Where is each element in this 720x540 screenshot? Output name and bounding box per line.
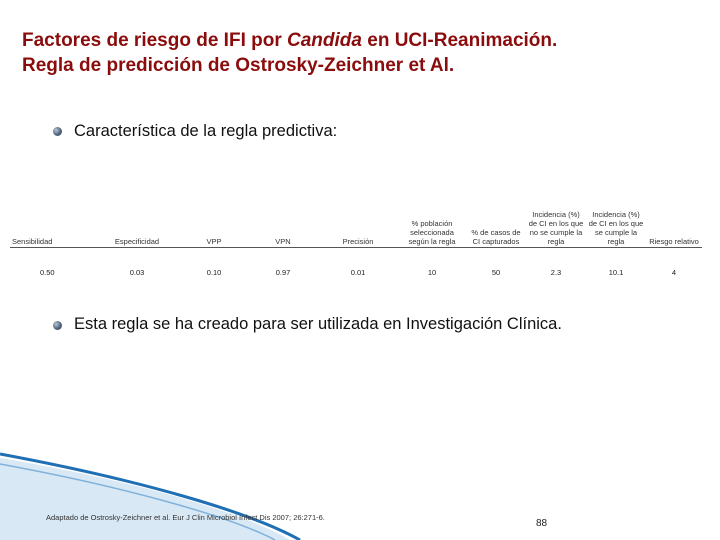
header-specificity: Especificidad <box>94 196 180 248</box>
decorative-wave <box>0 450 720 540</box>
cell-ppv: 0.10 <box>206 268 222 277</box>
page-number: 88 <box>536 518 548 529</box>
title-line-2: Regla de predicción de Ostrosky-Zeichner et Al. <box>22 55 455 76</box>
cell-incidence-not-met: 2.3 <box>550 268 562 277</box>
bullet-text-2: Esta regla se ha creado para ser utilizada en Investigación Clínica. <box>74 315 562 333</box>
bullet-icon <box>53 127 62 136</box>
cell-cases-captured: 50 <box>491 268 501 277</box>
header-precision: Precisión <box>318 196 398 248</box>
header-sensitivity: Sensibilidad <box>10 196 94 248</box>
cell-relative-risk: 4 <box>671 268 677 277</box>
title-line-1-start: Factores de riesgo de IFI por <box>22 30 288 51</box>
cell-sensitivity: 0.50 <box>40 268 55 277</box>
prediction-rule-table <box>10 196 702 278</box>
bullet-text-1: Característica de la regla predictiva: <box>74 122 338 140</box>
bullet-icon <box>53 321 62 330</box>
title-line-1 <box>22 28 702 53</box>
source-footnote: Adaptado de Ostrosky-Zeichner et al. Eur J Clin Microbiol Infect Dis 2007; 26:271-6. <box>46 513 325 522</box>
cell-precision: 0.01 <box>350 268 366 277</box>
cell-incidence-met: 10.1 <box>608 268 624 277</box>
header-incidence-not-met: Incidencia (%) de CI en los que no se cumple la regla <box>526 196 586 248</box>
title-italic-word: Candida <box>287 30 362 51</box>
slide-title <box>22 28 702 78</box>
title-line-1-end: en UCI-Reanimación. <box>361 30 558 51</box>
header-incidence-met: Incidencia (%) de CI en los que se cumple la regla <box>586 196 646 248</box>
header-cases-captured: % de casos de CI capturados <box>466 196 526 248</box>
cell-npv: 0.97 <box>275 268 291 277</box>
table-row <box>10 248 702 279</box>
header-relative-risk: Riesgo relativo <box>646 196 702 248</box>
header-population-selected: % población seleccionada según la regla <box>398 196 466 248</box>
cell-specificity: 0.03 <box>129 268 145 277</box>
table-header-row <box>10 196 702 248</box>
header-npv: VPN <box>248 196 318 248</box>
header-ppv: VPP <box>180 196 248 248</box>
cell-population-selected: 10 <box>427 268 437 277</box>
